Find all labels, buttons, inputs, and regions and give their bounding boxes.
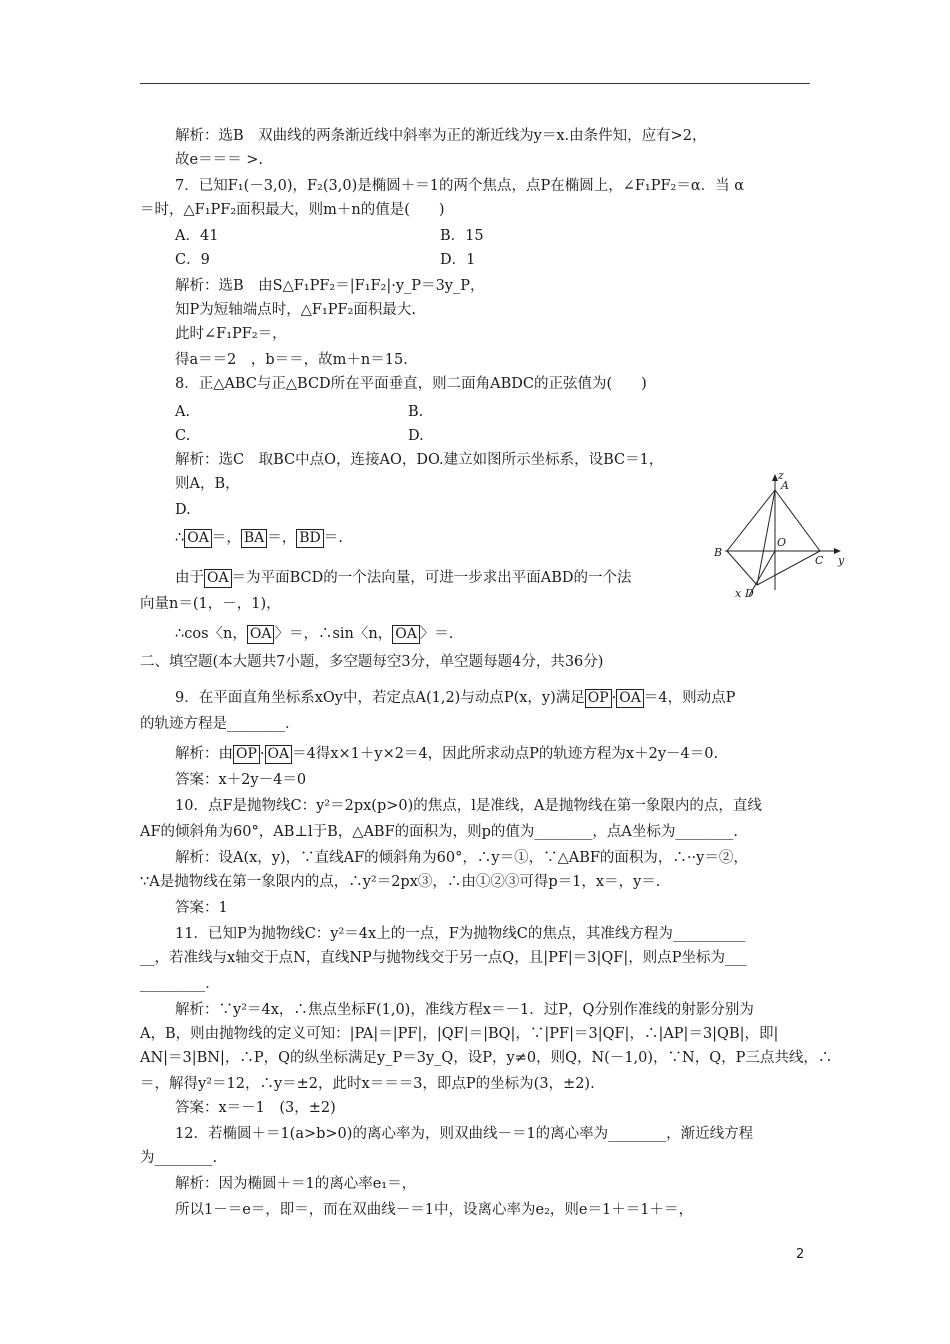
text-line: A，B，则由抛物线的定义可知：|PA|＝|PF|，|QF|＝|BQ|，∵|PF|＝3|QF|，∴|AP|＝3|QB|，即|: [140, 1026, 779, 1042]
label-a: A: [781, 479, 789, 492]
text-line: ＝，解得y²＝12，∴y＝±2，此时x＝＝＝3，即点P的坐标为(3，±2).: [140, 1076, 595, 1092]
option-right: D.: [408, 428, 424, 444]
label-x: x: [735, 587, 742, 600]
text-line: 解析：∵y²＝4x，∴焦点坐标F(1,0)，准线方程x＝－1．过P，Q分别作准线的射影分别为: [175, 1002, 754, 1018]
line-21: ∴cos〈n， OA 〉＝，∴sin〈n， OA 〉＝.: [175, 626, 454, 642]
label-o: O: [777, 536, 787, 549]
line-19: 由于 OA ＝为平面BCD的一个法向量，可进一步求出平面ABD的一个法: [175, 570, 632, 586]
text-line: 故e＝＝＝ >.: [175, 152, 263, 168]
vector-bd: BD: [296, 529, 324, 548]
text-line: 知P为短轴端点时，△F₁PF₂面积最大.: [175, 302, 417, 318]
text-line: 为________.: [140, 1150, 218, 1166]
option-left: C．9: [175, 252, 210, 268]
text-line: ∵A是抛物线在第一象限内的点，∴y²＝2px③，∴由①②③可得p＝1，x＝，y＝.: [140, 874, 661, 890]
option-right: D．1: [440, 252, 476, 268]
text-line: 11．已知P为抛物线C：y²＝4x上的一点，F为抛物线C的焦点，其准线方程为__________: [175, 926, 746, 942]
text-line: 得a＝＝2 ，b＝＝，故m＋n＝15.: [175, 352, 408, 368]
option-left: A．41: [175, 228, 219, 244]
text-line: 则A，B，: [175, 476, 240, 492]
text-line: 解析：选C 取BC中点O，连接AO，DO.建立如图所示坐标系，设BC＝1，: [175, 452, 664, 468]
vector-oa: OA: [616, 689, 644, 708]
line-23: 9．在平面直角坐标系xOy中，若定点A(1,2)与动点P(x，y)满足 OP · OA ＝4，则动点P: [175, 690, 736, 706]
edge-ab: [727, 490, 775, 551]
vector-ba: BA: [241, 529, 267, 548]
line-17: ∴ OA ＝， BA ＝， BD ＝.: [175, 530, 343, 546]
text-line: _________．: [140, 976, 220, 992]
text-line: 解析：选B 由S△F₁PF₂＝|F₁F₂|·y_P＝3y_P，: [175, 278, 485, 294]
option-left: A.: [175, 404, 191, 420]
text-line: 所以1－＝e＝，即＝，而在双曲线－＝1中，设离心率为e₂，则e＝1＋＝1＋＝，: [175, 1202, 693, 1218]
vector-oa: OA: [265, 745, 293, 764]
header-rule: [140, 83, 810, 84]
text-line: 向量n＝(1，－，1)，: [140, 596, 281, 612]
text-line: 解析：因为椭圆＋＝1的离心率e₁＝，: [175, 1176, 417, 1192]
text-line: 此时∠F₁PF₂＝，: [175, 326, 287, 342]
tetrahedron-figure: [705, 468, 845, 603]
label-d: D: [745, 587, 754, 600]
text-line: 12．若椭圆＋＝1(a>b>0)的离心率为，则双曲线－＝1的离心率为________，渐近线方程: [175, 1126, 754, 1142]
option-right: B．15: [440, 228, 484, 244]
option-right: B.: [408, 404, 424, 420]
edge-ad: [757, 490, 775, 585]
text-line: 的轨迹方程是________．: [140, 716, 300, 732]
text-line: 答案：1: [175, 900, 228, 916]
vector-oa: OA: [204, 569, 232, 588]
label-b: B: [714, 546, 723, 559]
vector-op: OP: [585, 689, 612, 708]
edge-bd: [727, 551, 757, 585]
text-line: 8．正△ABC与正△BCD所在平面垂直，则二面角ABDC的正弦值为( ): [175, 376, 647, 392]
text-line: D.: [175, 502, 191, 518]
text-line: 二、填空题(本大题共7小题，多空题每空3分，单空题每题4分，共36分): [140, 654, 604, 670]
text-line: 解析：设A(x，y)，∵直线AF的倾斜角为60°，∴y＝①，∵△ABF的面积为，∴··y＝②，: [175, 850, 748, 866]
text-line: __，若准线与x轴交于点N，直线NP与抛物线交于另一点Q，且|PF|＝3|QF|，则点P坐标为___: [140, 950, 747, 966]
label-y: y: [838, 554, 845, 567]
page-number: 2: [796, 1247, 805, 1262]
text-line: 答案：x＝－1 (3，±2): [175, 1100, 336, 1116]
text-line: ＝时，△F₁PF₂面积最大，则m＋n的值是( ): [140, 202, 445, 218]
vector-oa: OA: [184, 529, 212, 548]
vector-op: OP: [233, 745, 260, 764]
option-left: C.: [175, 428, 191, 444]
text-line: 7．已知F₁(－3,0)，F₂(3,0)是椭圆＋＝1的两个焦点，点P在椭圆上，∠F₁PF₂＝α．当 α: [175, 178, 745, 194]
text-line: 答案：x＋2y－4＝0: [175, 772, 307, 788]
label-c: C: [815, 554, 824, 567]
text-line: 10．点F是抛物线C：y²＝2px(p>0)的焦点，l是准线，A是抛物线在第一象限内的点，直线: [175, 798, 762, 814]
text-line: AN|＝3|BN|，∴P，Q的纵坐标满足y_P＝3y_Q，设P，y≠0，则Q，N(－1,0)，∵N，Q，P三点共线，∴: [140, 1050, 833, 1066]
vector-oa: OA: [247, 625, 275, 644]
edge-cd: [757, 551, 820, 585]
vector-oa: OA: [392, 625, 420, 644]
label-z: z: [778, 469, 784, 482]
line-25: 解析：由 OP · OA ＝4得x×1＋y×2＝4，因此所求动点P的轨迹方程为x＋2y－4＝0.: [175, 746, 719, 762]
text-line: 解析：选B 双曲线的两条渐近线中斜率为正的渐近线为y＝x.由条件知，应有>2，: [175, 128, 707, 144]
text-line: AF的倾斜角为60°，AB⊥l于B，△ABF的面积为，则p的值为________，点A坐标为________.: [140, 824, 738, 840]
